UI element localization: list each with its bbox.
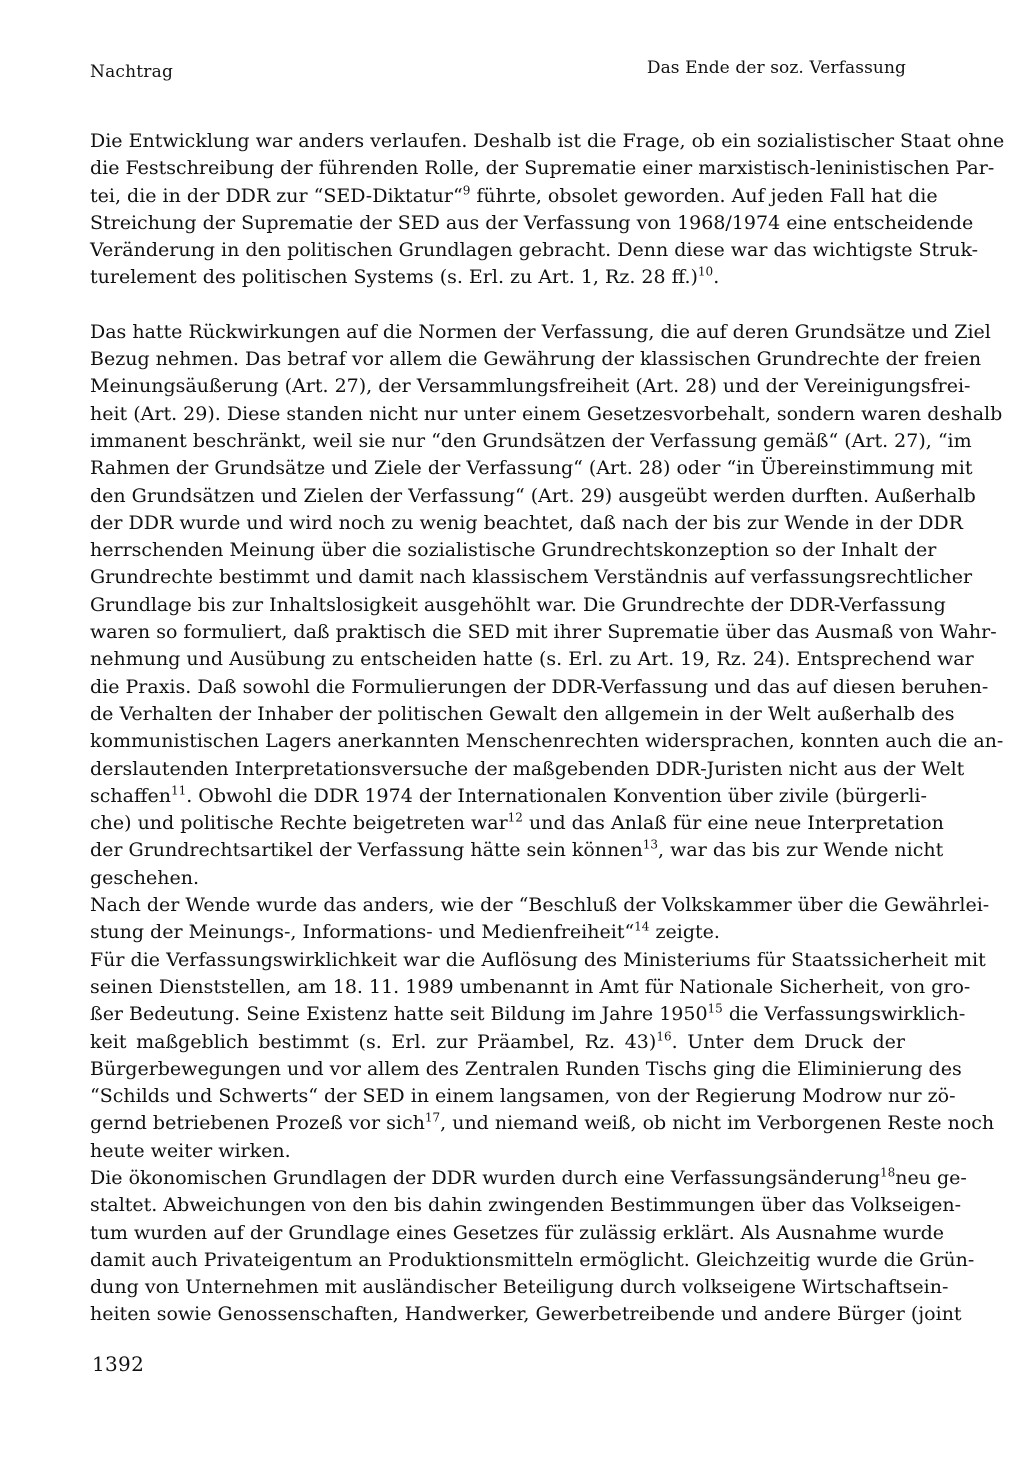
text-segment: den Grundsätzen und Zielen der Verfassung“ (Art. 29) ausgeübt werden durften. Außerhalb <box>90 484 976 507</box>
running-header-left: Nachtrag <box>90 62 174 82</box>
paragraph <box>90 128 1005 292</box>
text-segment: “Schilds und Schwerts“ der SED in einem langsamen, von der Regierung Modrow nur zö- <box>90 1085 956 1108</box>
text-line <box>90 974 971 1001</box>
text-segment: . <box>713 266 720 289</box>
text-line <box>90 1301 962 1328</box>
text-line <box>90 1220 945 1247</box>
text-segment: . Obwohl die DDR 1974 der Internationalen Konvention über zivile (bürgerli- <box>186 784 927 807</box>
text-line <box>90 373 971 400</box>
text-segment: Grundlage bis zur Inhaltslosigkeit ausgehöhlt war. Die Grundrechte der DDR-Verfassung <box>90 593 946 616</box>
text-segment: Die Entwicklung war anders verlaufen. Deshalb ist die Frage, ob ein sozialistischer Staat ohne <box>90 130 1005 152</box>
text-line <box>90 1110 995 1137</box>
text-line <box>90 619 997 646</box>
footnote-marker[interactable]: 14 <box>634 919 650 934</box>
text-segment: der Grundrechtsartikel der Verfassung hätte sein können <box>90 839 643 862</box>
text-segment: neu ge- <box>895 1166 967 1189</box>
text-segment: führte, obsolet geworden. Auf jeden Fall hat die <box>470 184 938 207</box>
text-line <box>90 183 938 210</box>
text-line <box>90 1056 962 1083</box>
text-line <box>90 210 974 237</box>
paragraph <box>90 319 1004 892</box>
text-segment: herrschenden Meinung über die sozialistische Grundrechtskonzeption so der Inhalt der <box>90 539 937 562</box>
text-line <box>90 319 991 346</box>
text-line <box>90 483 976 510</box>
text-segment: die Verfassungswirklich- <box>722 1003 966 1026</box>
text-segment: , und niemand weiß, ob nicht im Verborgenen Reste noch <box>440 1112 995 1135</box>
text-line <box>90 1138 905 1165</box>
text-line <box>90 1165 967 1192</box>
text-line <box>90 1247 975 1274</box>
text-segment: zeigte. <box>649 921 720 944</box>
text-line <box>90 1083 956 1110</box>
text-segment: Streichung der Suprematie der SED aus der Verfassung von 1968/1974 eine entscheidende <box>90 211 974 234</box>
text-segment: heute weiter wirken. <box>90 1139 291 1162</box>
text-line <box>90 756 965 783</box>
text-segment: turelement des politischen Systems (s. Erl. zu Art. 1, Rz. 28 ff.) <box>90 266 698 289</box>
text-line <box>90 1001 966 1028</box>
text-line <box>90 455 973 482</box>
text-segment: die Festschreibung der führenden Rolle, der Suprematie einer marxistisch-leninistischen Par- <box>90 157 995 180</box>
text-segment: Veränderung in den politischen Grundlagen gebracht. Denn diese war das wichtigste Struk- <box>90 239 979 262</box>
text-segment: Rahmen der Grundsätze und Ziele der Verfassung“ (Art. 28) oder “in Übereinstimmung mit <box>90 457 973 480</box>
text-line <box>90 155 995 182</box>
footnote-marker[interactable]: 10 <box>697 265 714 280</box>
text-segment: Meinungsäußerung (Art. 27), der Versammlungsfreiheit (Art. 28) und der Vereinigungsfrei- <box>90 375 971 398</box>
text-line <box>90 428 972 455</box>
text-segment: de Verhalten der Inhaber der politischen Gewalt den allgemein in der Welt außerhalb des <box>90 702 955 725</box>
text-segment: der DDR wurde und wird noch zu wenig beachtet, daß nach der bis zur Wende in der DDR <box>90 511 963 534</box>
text-line <box>90 128 1005 155</box>
text-segment: . Unter dem Druck der <box>671 1030 905 1053</box>
text-segment: tum wurden auf der Grundlage eines Gesetzes für zulässig erklärt. Als Ausnahme wurde <box>90 1221 945 1244</box>
text-line <box>90 947 986 974</box>
footnote-marker[interactable]: 15 <box>707 1001 723 1016</box>
footnote-marker[interactable]: 11 <box>170 783 187 798</box>
text-line <box>90 810 944 837</box>
text-segment: Für die Verfassungswirklichkeit war die Auflösung des Ministeriums für Staatssicherheit mit <box>90 948 986 971</box>
footnote-marker[interactable]: 9 <box>462 183 471 198</box>
text-line <box>90 837 944 864</box>
text-segment: che) und politische Rechte beigetreten war <box>90 812 508 835</box>
text-line <box>90 783 927 810</box>
text-line <box>90 919 905 946</box>
footnote-marker[interactable]: 18 <box>879 1165 896 1180</box>
text-segment: damit auch Privateigentum an Produktionsmitteln ermöglicht. Gleichzeitig wurde die Grün- <box>90 1248 975 1271</box>
footnote-marker[interactable]: 17 <box>424 1111 441 1126</box>
text-line <box>90 537 937 564</box>
text-segment: kommunistischen Lagers anerkannten Menschenrechten widersprachen, konnten auch die an- <box>90 730 1004 753</box>
text-segment: heit (Art. 29). Diese standen nicht nur unter einem Gesetzesvorbehalt, sondern waren deshalb <box>90 402 1003 425</box>
text-line <box>90 564 973 591</box>
text-segment: Die ökonomischen Grundlagen der DDR wurden durch eine Verfassungsänderung <box>90 1166 880 1189</box>
text-segment: die Praxis. Daß sowohl die Formulierungen der DDR-Verfassung und das auf diesen beruhen- <box>90 675 989 698</box>
text-line <box>90 237 979 264</box>
paragraph <box>90 947 995 1165</box>
paragraph <box>90 892 990 947</box>
text-segment: dung von Unternehmen mit ausländischer Beteiligung durch volkseigene Wirtschaftsein- <box>90 1276 949 1299</box>
text-segment: geschehen. <box>90 866 200 889</box>
text-line <box>90 1192 962 1219</box>
text-segment: nehmung und Ausübung zu entscheiden hatte (s. Erl. zu Art. 19, Rz. 24). Entsprechend war <box>90 648 974 671</box>
footnote-marker[interactable]: 12 <box>507 810 523 825</box>
text-segment: , war das bis zur Wende nicht <box>658 839 944 862</box>
text-line <box>90 728 1004 755</box>
text-line <box>90 1274 949 1301</box>
text-segment: Bürgerbewegungen und vor allem des Zentralen Runden Tischs ging die Eliminierung des <box>90 1057 962 1080</box>
text-line <box>90 865 905 892</box>
text-line <box>90 592 946 619</box>
paragraph <box>90 1165 975 1329</box>
text-segment: immanent beschränkt, weil sie nur “den Grundsätzen der Verfassung gemäß“ (Art. 27), “im <box>90 429 972 452</box>
text-segment: stung der Meinungs-, Informations- und Medienfreiheit“ <box>90 921 635 944</box>
text-segment: staltet. Abweichungen von den bis dahin zwingenden Bestimmungen über das Volkseigen- <box>90 1194 962 1217</box>
text-line <box>90 701 955 728</box>
text-segment: seinen Dienststellen, am 18. 11. 1989 umbenannt in Amt für Nationale Sicherheit, von gro- <box>90 975 971 998</box>
text-line <box>90 674 989 701</box>
page-number: 1392 <box>92 1352 145 1376</box>
running-header-right: Das Ende der soz. Verfassung <box>646 58 906 78</box>
text-segment: gernd betriebenen Prozeß vor sich <box>90 1112 425 1135</box>
text-segment: keit maßgeblich bestimmt (s. Erl. zur Präambel, Rz. 43) <box>90 1030 657 1053</box>
footnote-marker[interactable]: 16 <box>656 1029 672 1044</box>
text-segment: Das hatte Rückwirkungen auf die Normen der Verfassung, die auf deren Grundsätze und Ziel <box>90 320 991 343</box>
text-segment: schaffen <box>90 784 171 807</box>
text-segment: derslautenden Interpretationsversuche der maßgebenden DDR-Juristen nicht aus der Welt <box>90 757 965 780</box>
text-segment: Bezug nehmen. Das betraf vor allem die Gewährung der klassischen Grundrechte der freien <box>90 348 982 371</box>
text-segment: Nach der Wende wurde das anders, wie der “Beschluß der Volkskammer über die Gewährlei- <box>90 894 990 917</box>
text-line <box>90 646 974 673</box>
paragraph-gap <box>90 292 905 319</box>
text-segment: Grundrechte bestimmt und damit nach klassischem Verständnis auf verfassungsrechtlicher <box>90 566 973 589</box>
text-line <box>90 401 1003 428</box>
body-text <box>90 128 1005 1329</box>
text-line <box>90 264 905 291</box>
text-segment: tei, die in der DDR zur “SED-Diktatur“ <box>90 184 463 207</box>
text-segment: heiten sowie Genossenschaften, Handwerker, Gewerbetreibende und andere Bürger (joint <box>90 1303 962 1326</box>
text-segment: ßer Bedeutung. Seine Existenz hatte seit Bildung im Jahre 1950 <box>90 1003 708 1026</box>
text-segment: und das Anlaß für eine neue Interpretation <box>522 812 944 835</box>
text-line <box>90 510 963 537</box>
footnote-marker[interactable]: 13 <box>642 838 659 853</box>
text-line <box>90 892 990 919</box>
text-line <box>90 1029 905 1056</box>
text-segment: waren so formuliert, daß praktisch die SED mit ihrer Suprematie über das Ausmaß von Wahr- <box>90 621 997 644</box>
text-line <box>90 346 982 373</box>
